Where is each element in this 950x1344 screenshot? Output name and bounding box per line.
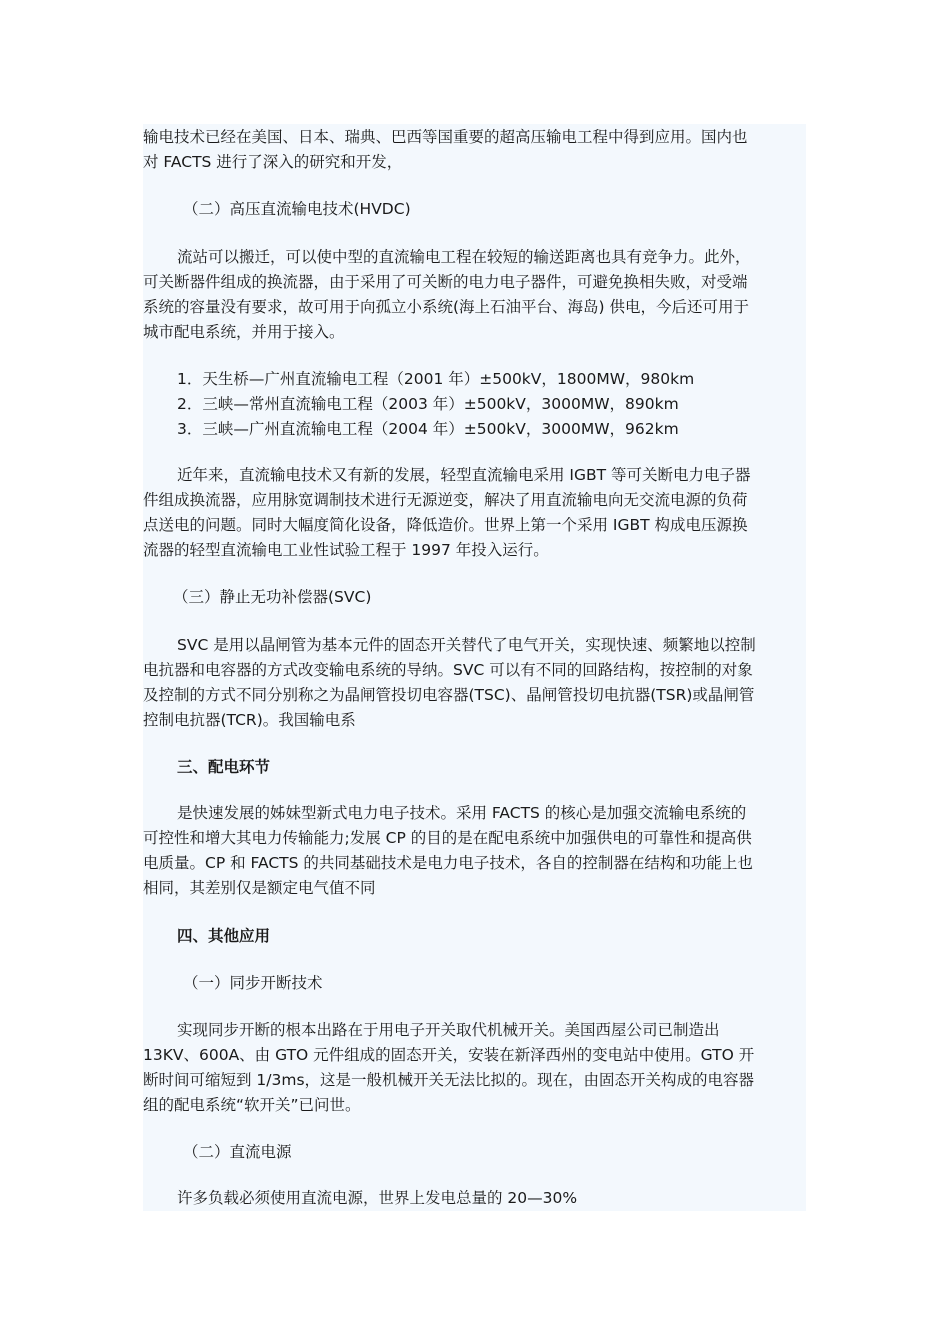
section-heading: （三）静止无功补偿器(SVC) (173, 588, 372, 606)
text-line: 流站可以搬迁，可以使中型的直流输电工程在较短的输送距离也具有竞争力。此外， (177, 248, 751, 266)
sync-heading-block (143, 971, 806, 996)
text-line: 可关断器件组成的换流器，由于采用了可关断的电力电子器件，可避免换相失败，对受端 (143, 273, 748, 291)
chapter-heading: 三、配电环节 (177, 758, 271, 776)
dc-power-paragraph (143, 1186, 806, 1211)
intro-paragraph (143, 125, 806, 175)
text-line: 及控制的方式不同分别称之为晶闸管投切电容器(TSC)、晶闸管投切电抗器(TSR)或晶闸管 (143, 686, 755, 704)
svc-paragraph (143, 633, 806, 733)
distribution-heading-block (143, 755, 806, 780)
list-item: 2．三峡—常州直流输电工程（2003 年）±500kV，3000MW，890km (177, 395, 679, 413)
text-line: 流器的轻型直流输电工业性试验工程于 1997 年投入运行。 (143, 541, 549, 559)
distribution-paragraph (143, 801, 806, 901)
svc-heading-block (143, 585, 806, 610)
list-item: 3．三峡—广州直流输电工程（2004 年）±500kV，3000MW，962km (177, 420, 679, 438)
list-item: 1．天生桥—广州直流输电工程（2001 年）±500kV，1800MW，980km (177, 370, 695, 388)
text-line: 对 FACTS 进行了深入的研究和开发， (143, 153, 403, 171)
text-line: 近年来，直流输电技术又有新的发展，轻型直流输电采用 IGBT 等可关断电力电子器 (177, 466, 751, 484)
text-line: 件组成换流器，应用脉宽调制技术进行无源逆变，解决了用直流输电向无交流电源的负荷 (143, 491, 748, 509)
hvdc-paragraph (143, 245, 806, 345)
text-line: 输电技术已经在美国、日本、瑞典、巴西等国重要的超高压输电工程中得到应用。国内也 (143, 128, 748, 146)
other-heading-block (143, 924, 806, 949)
hvdc-project-list (143, 367, 806, 442)
text-line: SVC 是用以晶闸管为基本元件的固态开关替代了电气开关，实现快速、频繁地以控制 (177, 636, 756, 654)
text-line: 系统的容量没有要求，故可用于向孤立小系统(海上石油平台、海岛) 供电，今后还可用于 (143, 298, 750, 316)
hvdc-heading-block (143, 197, 806, 222)
text-line: 13KV、600A、由 GTO 元件组成的固态开关，安装在新泽西州的变电站中使用。GTO 开 (143, 1046, 755, 1064)
text-line: 断时间可缩短到 1/3ms，这是一般机械开关无法比拟的。现在，由固态开关构成的电容器 (143, 1071, 755, 1089)
text-line: 许多负载必须使用直流电源，世界上发电总量的 20—30% (177, 1189, 578, 1207)
hvdc-recent-paragraph (143, 463, 806, 563)
chapter-heading: 四、其他应用 (177, 927, 271, 945)
section-heading: （二）直流电源 (183, 1143, 292, 1161)
section-heading: （二）高压直流输电技术(HVDC) (183, 200, 411, 218)
text-line: 电抗器和电容器的方式改变输电系统的导纳。SVC 可以有不同的回路结构，按控制的对象 (143, 661, 753, 679)
text-line: 是快速发展的姊妹型新式电力电子技术。采用 FACTS 的核心是加强交流输电系统的 (177, 804, 747, 822)
section-heading: （一）同步开断技术 (183, 974, 323, 992)
text-line: 实现同步开断的根本出路在于用电子开关取代机械开关。美国西屋公司已制造出 (177, 1021, 720, 1039)
text-line: 城市配电系统，并用于接入。 (143, 323, 345, 341)
text-line: 点送电的问题。同时大幅度简化设备，降低造价。世界上第一个采用 IGBT 构成电压源换 (143, 516, 748, 534)
dc-power-heading-block (143, 1140, 806, 1165)
document-page (143, 124, 806, 1211)
sync-paragraph (143, 1018, 806, 1118)
text-line: 相同，其差别仅是额定电气值不同 (143, 879, 376, 897)
text-line: 电质量。CP 和 FACTS 的共同基础技术是电力电子技术，各自的控制器在结构和功能上也 (143, 854, 753, 872)
text-line: 控制电抗器(TCR)。我国输电系 (143, 711, 356, 729)
text-line: 组的配电系统“软开关”已问世。 (143, 1096, 361, 1114)
text-line: 可控性和增大其电力传输能力;发展 CP 的目的是在配电系统中加强供电的可靠性和提高供 (143, 829, 752, 847)
